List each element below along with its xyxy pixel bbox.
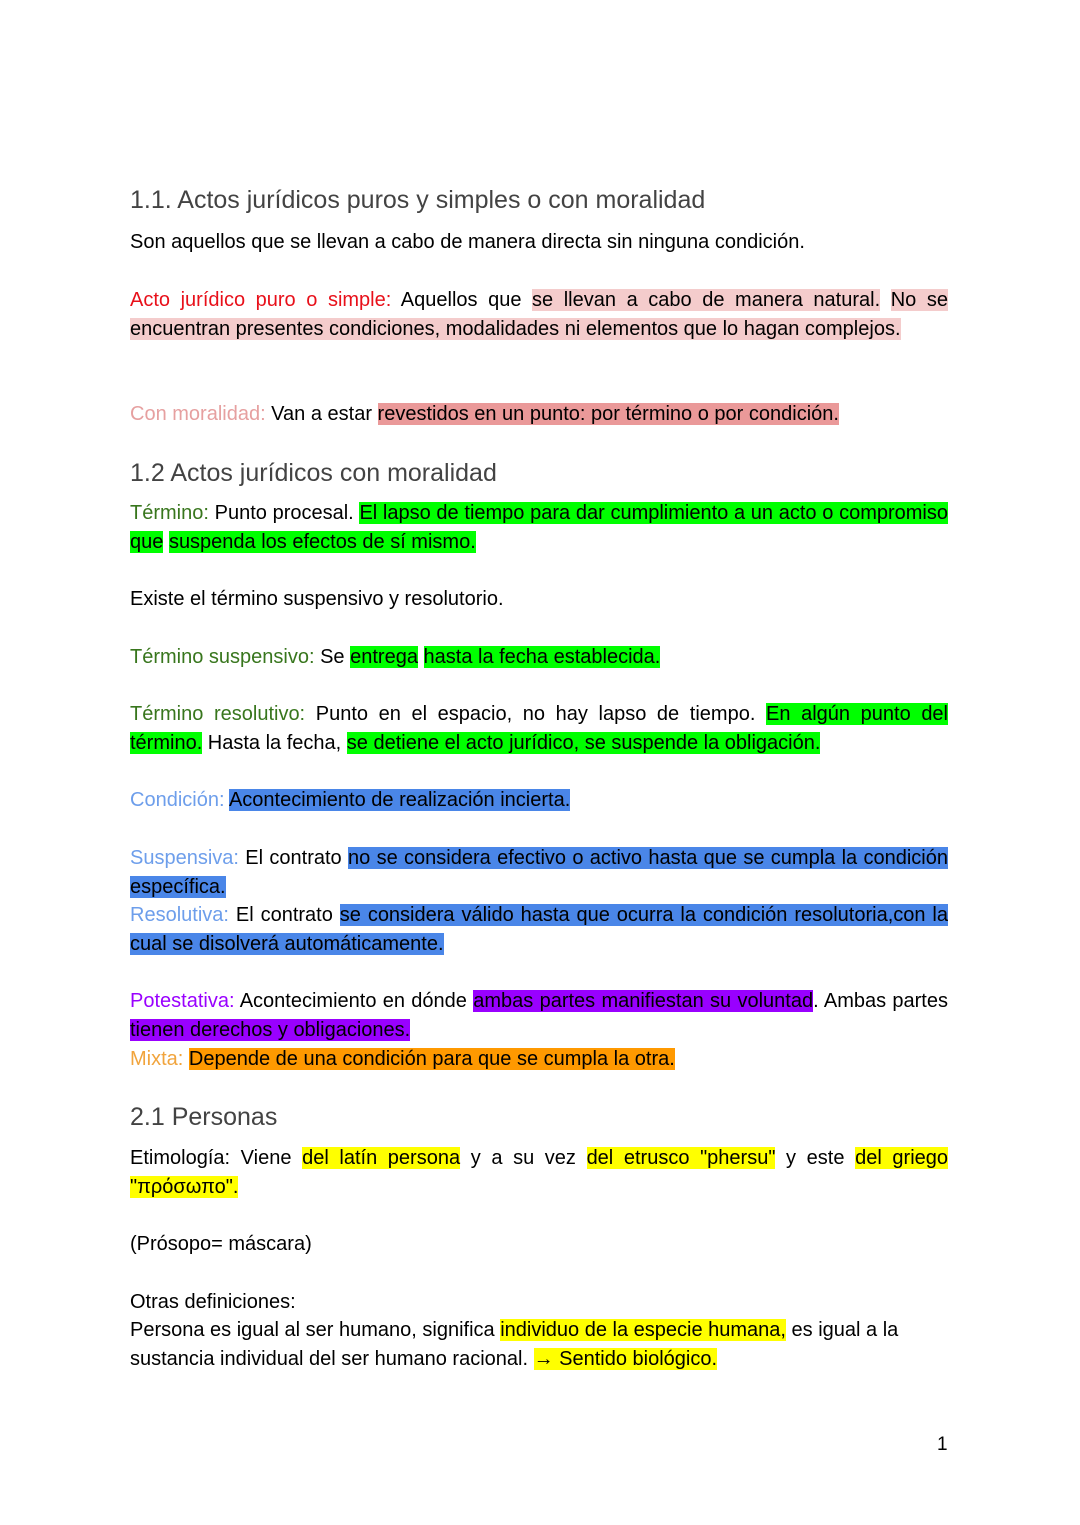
highlight: se detiene el acto jurídico, se suspende la obligación.	[346, 732, 821, 754]
highlight: → Sentido biológico.	[533, 1348, 718, 1370]
term-label: Término:	[130, 502, 209, 524]
highlight: Depende de una condición para que se cumpla la otra.	[188, 1048, 675, 1070]
heading-1-2: 1.2 Actos jurídicos con moralidad	[130, 459, 497, 487]
highlight: No se encuentran presentes condiciones, modalidades ni elementos que lo hagan complejos.	[130, 289, 948, 340]
page-number: 1	[937, 1434, 948, 1455]
highlight: El lapso de tiempo para dar cumplimiento a un acto o compromiso que	[130, 502, 948, 553]
term-label: Potestativa:	[130, 990, 235, 1012]
highlight: del latín persona	[302, 1147, 461, 1169]
highlight: Acontecimiento de realización incierta.	[228, 789, 571, 811]
resolutivo-paragraph: Término resolutivo: Punto en el espacio, no hay lapso de tiempo. En algún punto del término. Hasta la fecha, se detiene el acto jurídico, se suspende la obligación.	[130, 703, 949, 754]
etimologia-paragraph: Etimología: Viene del latín persona y a su vez del etrusco "phersu" y este del griego "πρόσωπο".	[130, 1147, 949, 1198]
highlight: del griego "πρόσωπο".	[130, 1147, 949, 1198]
highlight: suspenda los efectos de sí mismo.	[168, 531, 476, 553]
mixta-paragraph	[130, 1045, 948, 1074]
term-label: Condición:	[130, 789, 225, 811]
heading-1-1: 1.1. Actos jurídicos puros y simples o con moralidad	[130, 186, 706, 214]
term-label: Término suspensivo:	[130, 646, 315, 668]
intro-paragraph: Son aquellos que se llevan a cabo de manera directa sin ninguna condición.	[130, 231, 805, 253]
highlight: entrega	[350, 646, 418, 668]
resolutiva-paragraph: Resolutiva: El contrato se considera válido hasta que ocurra la condición resolutoria,con la cual se disolverá automáticamente.	[130, 904, 948, 955]
condicion-paragraph	[130, 786, 948, 815]
highlight: se llevan a cabo de manera natural.	[532, 289, 881, 311]
highlight: revestidos en un punto: por término o por condición.	[377, 403, 839, 425]
suspensivo-paragraph: Término suspensivo: Se entrega hasta la fecha establecida.	[130, 646, 661, 668]
highlight: En algún punto del término.	[130, 703, 949, 754]
highlight: ambas partes manifiestan su voluntad	[473, 990, 814, 1012]
highlight: hasta la fecha establecida.	[423, 646, 661, 668]
highlight: del etrusco "phersu"	[586, 1147, 776, 1169]
highlight: individuo de la especie humana,	[500, 1319, 786, 1341]
potestativa-paragraph: Potestativa: Acontecimiento en dónde ambas partes manifiestan su voluntad. Ambas partes tienen derechos y obligaciones.	[130, 990, 948, 1041]
term-label: Acto jurídico puro o simple:	[130, 289, 392, 311]
highlight: no se considera efectivo o activo hasta que se cumpla la condición específica.	[130, 847, 949, 898]
highlight: tienen derechos y obligaciones.	[130, 1019, 411, 1041]
term-label: Resolutiva:	[130, 904, 229, 926]
moralidad-paragraph: Con moralidad: Van a estar revestidos en un punto: por término o por condición.	[130, 403, 839, 425]
suspensiva-paragraph: Suspensiva: El contrato no se considera efectivo o activo hasta que se cumpla la condición específica.	[130, 847, 949, 898]
term-label: Con moralidad:	[130, 403, 266, 425]
persona-paragraph: Persona es igual al ser humano, significa individuo de la especie humana, es igual a la sustancia individual del ser humano racional. → Sentido biológico.	[130, 1319, 899, 1370]
term-label: Suspensiva:	[130, 847, 239, 869]
prosopo-paragraph: (Prósopo= máscara)	[130, 1233, 312, 1255]
highlight: se considera válido hasta que ocurra la condición resolutoria,con la cual se disolverá automáticamente.	[130, 904, 948, 955]
heading-2-1: 2.1 Personas	[130, 1103, 278, 1131]
term-label: Mixta:	[130, 1048, 184, 1070]
otras-definiciones-label: Otras definiciones:	[130, 1291, 296, 1313]
termino-paragraph: Término: Punto procesal. El lapso de tiempo para dar cumplimiento a un acto o compromiso que suspenda los efectos de sí mismo.	[130, 502, 948, 553]
term-label: Término resolutivo:	[130, 703, 306, 725]
puro-simple-paragraph: Acto jurídico puro o simple: Aquellos que se llevan a cabo de manera natural. No se encuentran presentes condiciones, modalidades ni elementos que lo hagan complejos.	[130, 289, 948, 340]
existe-paragraph: Existe el término suspensivo y resolutorio.	[130, 588, 504, 610]
